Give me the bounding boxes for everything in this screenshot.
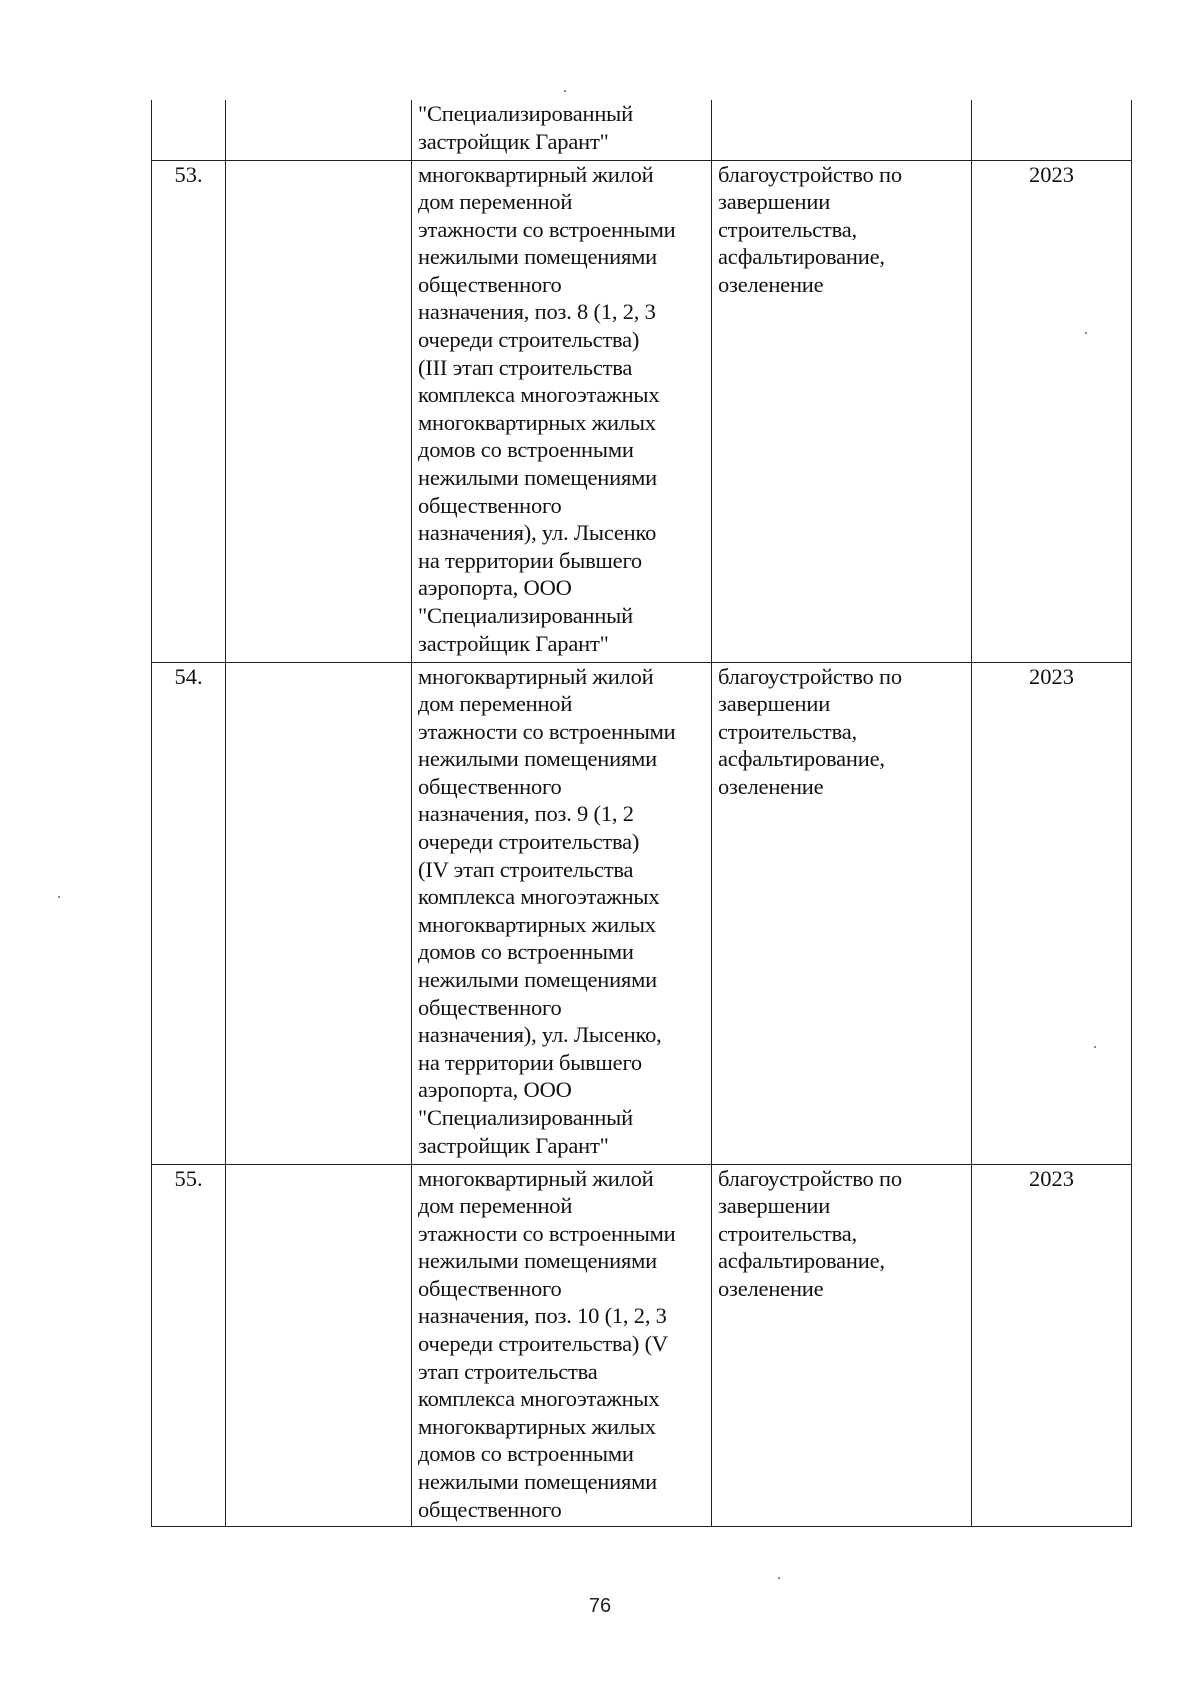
cell-work-type	[712, 100, 972, 160]
cell-work-type	[712, 1164, 972, 1526]
cell-number	[152, 1164, 226, 1526]
year-text: 2023	[1029, 663, 1074, 689]
object-description-text: "Специализированный застройщик Гарант"	[418, 101, 633, 154]
table-row	[152, 1164, 1132, 1526]
object-description-text: многоквартирный жилой дом переменной этажности со встроенными нежилыми помещениями общественного назначения, поз. 10 (1, 2, 3 очереди строительства) (V этап строительства комплекса многоэтажных многоквартирных жилых домов со встроенными нежилыми помещениями общественного	[418, 1165, 676, 1522]
cell-work-type	[712, 662, 972, 1164]
cell-object-description	[412, 1164, 712, 1526]
cell-year	[972, 100, 1132, 160]
cell-work-type	[712, 160, 972, 662]
scan-speck	[1085, 332, 1087, 334]
cell-year	[972, 662, 1132, 1164]
scan-speck	[58, 896, 60, 898]
object-description-text: многоквартирный жилой дом переменной этажности со встроенными нежилыми помещениями общественного назначения, поз. 9 (1, 2 очереди строительства) (IV этап строительства комплекса многоэтажных многоквартирных жилых домов со встроенными нежилыми помещениями общественного назначения), ул. Лысенко, на территории бывшего аэропорта, ООО "Специализированный застройщик Гарант"	[418, 663, 676, 1158]
cell-object-description	[412, 160, 712, 662]
cell-blank	[226, 100, 412, 160]
projects-table	[151, 100, 1132, 1527]
table-row	[152, 160, 1132, 662]
row-number: 54.	[174, 663, 203, 689]
work-type-text: благоустройство по завершении строительства, асфальтирование, озеленение	[718, 663, 902, 799]
scan-speck	[564, 90, 566, 92]
work-type-text: благоустройство по завершении строительства, асфальтирование, озеленение	[718, 1165, 902, 1301]
cell-object-description	[412, 662, 712, 1164]
cell-number	[152, 100, 226, 160]
cell-blank	[226, 1164, 412, 1526]
scan-speck	[1094, 1046, 1096, 1048]
row-number: 53.	[174, 161, 203, 187]
cell-blank	[226, 160, 412, 662]
work-type-text: благоустройство по завершении строительства, асфальтирование, озеленение	[718, 161, 902, 297]
page-number: 76	[588, 1595, 612, 1617]
cell-object-description	[412, 100, 712, 160]
year-text: 2023	[1029, 161, 1074, 187]
scan-speck	[778, 1577, 780, 1579]
year-text: 2023	[1029, 1165, 1074, 1191]
cell-blank	[226, 662, 412, 1164]
table-row-continuation	[152, 100, 1132, 160]
cell-year	[972, 1164, 1132, 1526]
row-number: 55.	[174, 1165, 203, 1191]
object-description-text: многоквартирный жилой дом переменной этажности со встроенными нежилыми помещениями общественного назначения, поз. 8 (1, 2, 3 очереди строительства) (III этап строительства комплекса многоэтажных многоквартирных жилых домов со встроенными нежилыми помещениями общественного назначения), ул. Лысенко на территории бывшего аэропорта, ООО "Специализированный застройщик Гарант"	[418, 161, 676, 656]
cell-number	[152, 160, 226, 662]
table-row	[152, 662, 1132, 1164]
cell-number	[152, 662, 226, 1164]
cell-year	[972, 160, 1132, 662]
